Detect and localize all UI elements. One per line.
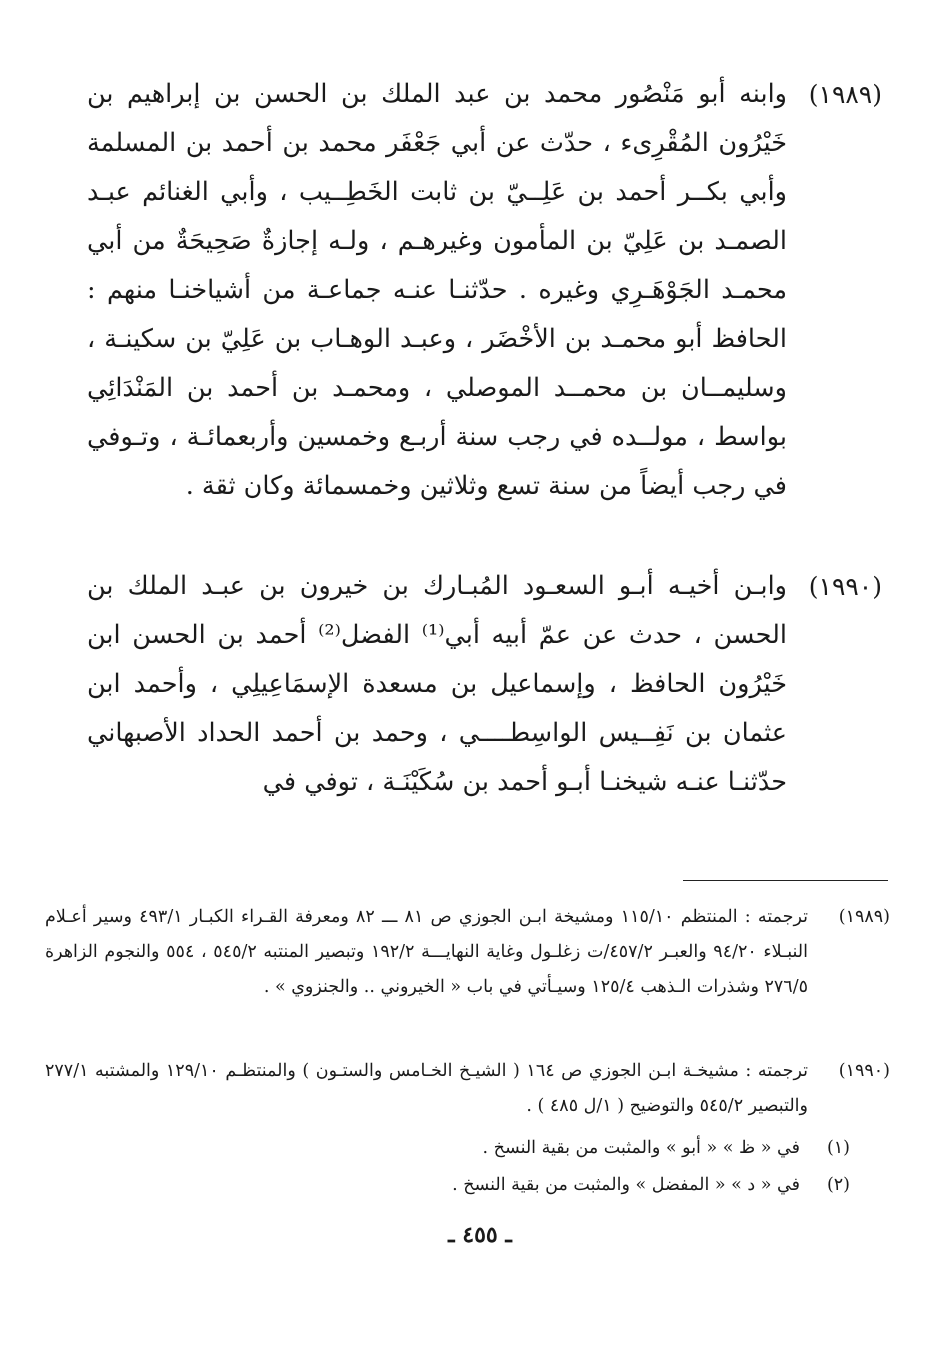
variant-number: (١) xyxy=(826,1138,850,1158)
footnote-separator xyxy=(683,880,888,881)
footnote-text: ترجمته : مشيخـة ابـن الجوزي ص ١٦٤ ( الشيـخ الخـامس والستـون ) والمنتظـم ١٢٩/١٠ والمشتبه ٢٧٧/١ والتبصير ٥٤٥/٢ والتوضيح ( ١/ل ٤٨٥ ) . xyxy=(45,1061,808,1116)
variant-text: في « د » « المفضل » والمثبت من بقية النسخ . xyxy=(452,1175,800,1195)
entry-text: وابـن أخيـه أبـو السعـود المُبـارك بن خيرون بن عبـد الملك بن الحسن ، حدث عن عمّ أبيه أبي⁽¹⁾ الفضل⁽²⁾ أحمد بن الحسن ابن خَيْرُون الحافظ ، وإسماعيل بن مسعدة الإسمَاعِيلِي ، وأحمد ابن عثمان بن نَفِــيس الواسِطــــي ، وحمد بن أحمد الحداد الأصبهاني حدّثنـا عنـه شيخنـا أبـو أحمد بن سُكَيْنَـة ، توفي في xyxy=(87,571,787,797)
footnote-1989 xyxy=(45,900,890,1005)
footnote-text: ترجمته : المنتظم ١١٥/١٠ ومشيخة ابـن الجوزي ص ٨١ ـــ ٨٢ ومعرفة القـراء الكبـار ٤٩٣/١ وسير أعـلام النبـلاء ٩٤/٢٠ والعبـر ٤٥٧/٢/ت زغلـول وغاية النهايـــة ١٩٢/٢ وتبصير المنتبه ٥٤٥/٢ ، ٥٥٤ والنجوم الزاهرة ٢٧٦/٥ وشذرات الـذهب ١٢٥/٤ وسيـأتي في باب « الخيروني .. والجنزوي » . xyxy=(45,907,809,997)
footnote-number: (١٩٩٠) xyxy=(838,1061,890,1081)
entry-text: وابنه أبو مَنْصُور محمد بن عبد الملك بن الحسن بن إبراهيم بن خَيْرُون المُقْرِىء ، حدّث عن أبي جَعْفَر محمد بن أحمد بن المسلمة وأبي بكــر أحمد بن عَلِــيّ بن ثابت الخَطِــيب ، وأبي الغنائم عبـد الصمـد بن عَلِيّ بن المأمون وغيرهـم ، ولـه إجازةٌ صَحِيحَةٌ من أبي محمـد الجَوْهَـرِي وغيره . حدّثنـا عنـه جماعـة من أشياخنـا منهم : الحافظ أبو محمـد بن الأخْضَر ، وعبـد الوهـاب بن عَلِيّ بن سكينـة ، وسليمــان بن محمــد الموصلي ، ومحمـد بن أحمد بن المَنْدَائِي بواسط ، مولــده في رجب سنة أربـع وخمسين وأربعمائـة ، وتـوفي في رجب أيضاً من سنة تسع وثلاثين وخمسمائة وكان ثقة . xyxy=(87,79,787,501)
footnote-1990 xyxy=(45,1054,890,1124)
entry-number: (١٩٩٠) xyxy=(808,572,882,601)
page-number: ـ ٤٥٥ ـ xyxy=(448,1222,512,1248)
entry-number: (١٩٨٩) xyxy=(808,80,882,109)
footnote-number: (١٩٨٩) xyxy=(838,907,890,927)
variant-note-1 xyxy=(483,1133,850,1163)
variant-text: في « ظ » « أبو » والمثبت من بقية النسخ . xyxy=(482,1138,800,1158)
variant-note-2 xyxy=(452,1170,850,1200)
variant-number: (٢) xyxy=(826,1175,850,1195)
